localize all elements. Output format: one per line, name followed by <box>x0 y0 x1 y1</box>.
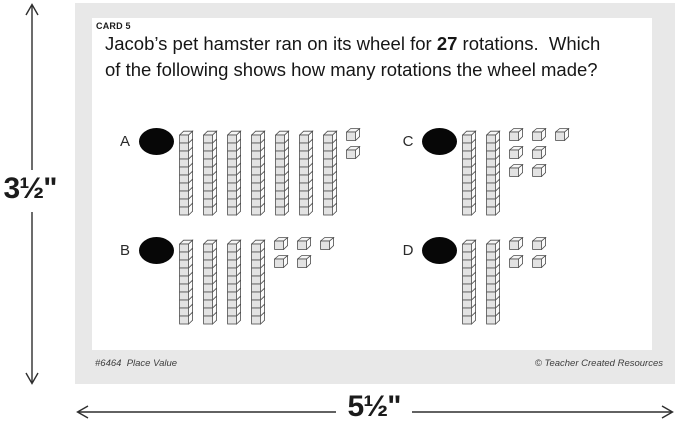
answer-bubble <box>139 128 174 155</box>
tens-rod-icon <box>323 128 338 216</box>
height-dimension-label: 3½" <box>3 172 57 205</box>
answer-bubble <box>139 237 174 264</box>
option-letter: C <box>402 133 414 150</box>
card-photo-background <box>75 3 675 384</box>
tens-rod-icon <box>251 128 266 216</box>
card-number: CARD 5 <box>96 21 131 31</box>
option-letter: A <box>119 133 130 150</box>
ones-cube-icon <box>509 255 524 268</box>
answer-option-d <box>401 237 547 325</box>
card-footer <box>75 358 675 369</box>
ones-cube-icon <box>532 146 547 159</box>
ones-cube-icon <box>509 128 524 141</box>
ones-cube-icon <box>532 164 547 177</box>
ones-cube-icon <box>509 146 524 159</box>
tens-rod-icon <box>251 237 266 325</box>
answer-option-c <box>401 128 570 216</box>
ones-cube-icon <box>297 255 312 268</box>
tens-rod-icon <box>227 128 242 216</box>
tens-rod-icon <box>203 128 218 216</box>
ones-cube-icon <box>555 128 570 141</box>
ones-cubes-group <box>346 128 361 159</box>
tens-rod-icon <box>275 128 290 216</box>
tens-rod-icon <box>462 128 477 216</box>
tens-rods-group <box>179 237 266 325</box>
tens-rod-icon <box>486 128 501 216</box>
option-letter: D <box>402 242 414 259</box>
tens-rod-icon <box>203 237 218 325</box>
ones-cube-icon <box>509 164 524 177</box>
answer-option-a <box>118 128 361 216</box>
tens-rod-icon <box>179 128 194 216</box>
tens-rod-icon <box>486 237 501 325</box>
answer-option-b <box>118 237 335 325</box>
answer-bubble <box>422 237 457 264</box>
ones-cube-icon <box>509 237 524 250</box>
tens-rod-icon <box>299 128 314 216</box>
question-line1-post: rotations. Which <box>457 33 601 54</box>
ones-cube-icon <box>297 237 312 250</box>
question-line1-pre: Jacob’s pet hamster ran on its wheel for <box>105 33 437 54</box>
product-number: #6464 Place Value <box>95 358 178 369</box>
ones-cube-icon <box>532 237 547 250</box>
question-line2: of the following shows how many rotations the wheel made? <box>105 59 598 80</box>
ones-cubes-group <box>509 237 547 268</box>
ones-cube-icon <box>346 146 361 159</box>
height-dimension-arrow <box>0 0 70 426</box>
ones-cube-icon <box>346 128 361 141</box>
ones-cubes-group <box>274 237 335 268</box>
width-dimension-label: 5½" <box>347 390 401 423</box>
ones-cubes-group <box>509 128 570 177</box>
ones-cube-icon <box>532 255 547 268</box>
question-bold-number: 27 <box>436 33 458 54</box>
answer-bubble <box>422 128 457 155</box>
tens-rods-group <box>179 128 338 216</box>
tens-rods-group <box>462 128 501 216</box>
option-letter: B <box>119 242 130 259</box>
ones-cube-icon <box>532 128 547 141</box>
ones-cube-icon <box>274 255 289 268</box>
ones-cube-icon <box>320 237 335 250</box>
tens-rod-icon <box>179 237 194 325</box>
flashcard <box>92 18 652 350</box>
tens-rod-icon <box>227 237 242 325</box>
ones-cube-icon <box>274 237 289 250</box>
tens-rod-icon <box>462 237 477 325</box>
copyright: © Teacher Created Resources <box>534 358 663 369</box>
question-text <box>105 31 650 83</box>
tens-rods-group <box>462 237 501 325</box>
